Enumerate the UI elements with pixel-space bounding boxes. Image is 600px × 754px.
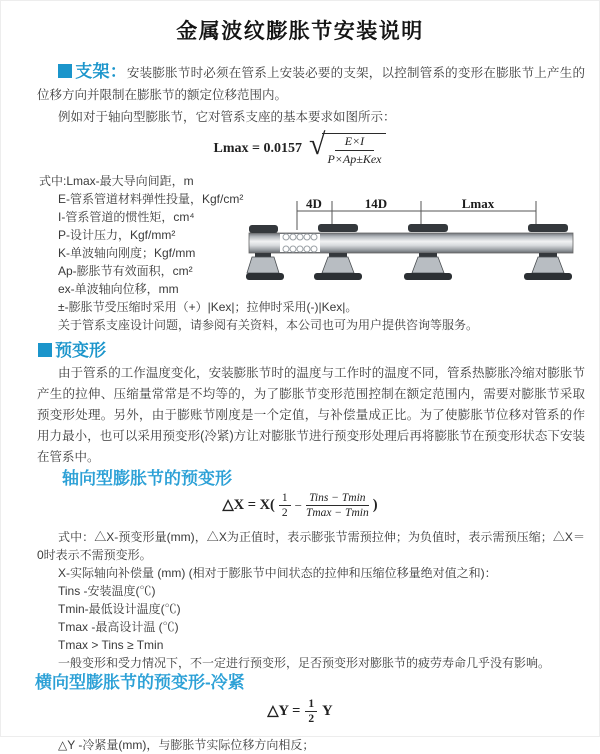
dim-label-lmax: Lmax [461, 196, 495, 211]
support-paragraph [37, 61, 585, 106]
section-predeform [38, 340, 599, 363]
section-bullet-icon [38, 343, 52, 357]
definition-line: P-设计压力，Kgf/mm² [58, 228, 176, 242]
temperature-fraction: Tins − Tmin Tmax − Tmin [305, 492, 369, 519]
definition-line: ±-膨胀节受压缩时采用（+）|Kex|；拉伸时采用(-)|Kex|。 [58, 300, 358, 314]
formula-lhs: Lmax = 0.0157 [213, 140, 302, 156]
axial-explanation: 式中：△X-预变形量(mm)，△X为正值时，表示膨张节需预拉伸；为负值时，表示需预压缩；△X＝0时表示不需预变形。 [37, 530, 585, 562]
axial-param-line: 一般变形和受力情况下，不一定进行预变形，足否预变形对膨胀节的疲劳寿命几乎没有影响。 [58, 656, 551, 670]
page-title: 金属波纹膨胀节安装说明 [176, 20, 424, 43]
lateral-predeform-heading: 横向型膨胀节的预变形-冷紧 [35, 673, 245, 692]
formula-numerator: E×I [335, 134, 374, 151]
axial-param-line: Tmax > Tins ≥ Tmin [58, 638, 164, 652]
axial-param-line: Tmin-最低设计温度(℃) [58, 602, 181, 616]
axial-formula-lhs: △X = X( [222, 497, 275, 513]
guide-spacing-formula [1, 130, 599, 170]
definition-line: K-单波轴向刚度；Kgf/mm [58, 246, 196, 260]
axial-predeform-formula [1, 492, 599, 526]
axial-formula-rhs: ) [372, 497, 378, 513]
square-root [309, 130, 386, 167]
dim-label-4d: 4D [306, 196, 322, 211]
one-half-fraction: $\frac{1}{2}$ [305, 698, 317, 725]
support-note: 关于管系支座设计问题，请参阅有关资料，本公司也可为用户提供咨询等服务。 [58, 318, 479, 332]
axial-param-list [58, 564, 585, 672]
axial-predeform-heading: 轴向型膨胀节的预变形 [62, 469, 232, 488]
dim-label-14d: 14D [364, 196, 388, 211]
definition-line: I-管系管道的惯性矩，cm⁴ [58, 210, 195, 224]
axial-param-line: Tins -安装温度(℃) [58, 584, 156, 598]
radicand [322, 133, 386, 167]
lateral-predeform-formula [1, 698, 599, 728]
minus-sign: − [294, 497, 302, 513]
formula-denominator: P×Ap±Kex [327, 152, 382, 166]
lateral-explanation: △Y -冷紧量(mm)，与膨胀节实际位移方向相反； [58, 738, 315, 752]
lateral-formula-lhs: △Y = [267, 703, 301, 719]
definition-line: ex-单波轴向位移，mm [58, 282, 179, 296]
section-support-heading: 支架： [75, 62, 127, 81]
support-example-line: 例如对于轴向型膨胀节，它对管系支座的基本要求如图所示： [58, 110, 396, 124]
definition-line: 式中:Lmax-最大导向间距，m [39, 174, 194, 188]
bellows [280, 234, 320, 252]
lateral-formula-rhs: Y [322, 703, 333, 719]
pipe-support-diagram [246, 196, 596, 296]
support-paragraph-text: 安装膨胀节时必须在管系上安装必要的支架，以控制管系的变形在膨胀节上产生的位移方向并限制在膨胀节的额定位移范围内。 [37, 66, 585, 102]
definition-line: Ap-膨胀节有效面积，cm² [58, 264, 193, 278]
radical-sign: √ [309, 128, 326, 161]
definition-line: E-管系管道材料弹性投量，Kgf/cm² [58, 192, 244, 206]
axial-param-line: Tmax -最高设计温 (℃) [58, 620, 179, 634]
section-predeform-heading: 预变形 [55, 341, 106, 360]
one-half-fraction: 1 2 [279, 492, 291, 519]
predeform-paragraph: 由于管系的工作温度变化，安装膨胀节时的温度与工作时的温度不同，管系热膨胀冷缩对膨胀节产生的拉伸、压缩量常常是不均等的，为了膨胀节变形范围控制在额定范围内，需要对膨胀节采取预变形处理。另外，由于膨账节刚度是一个定值，与补偿量成正比。为了使膨胀节位移对管系的作用力最小，也可以采用预变形(冷紧)方让对膨胀节进行预变形处理后再将膨胀节在预变形状态下安装在管系中。 [37, 366, 585, 464]
axial-param-line: X-实际轴向补偿量 (mm) (相对于膨胀节中间状态的拉伸和压缩位移量绝对值之和)： [58, 566, 497, 580]
section-bullet-icon [58, 64, 72, 78]
